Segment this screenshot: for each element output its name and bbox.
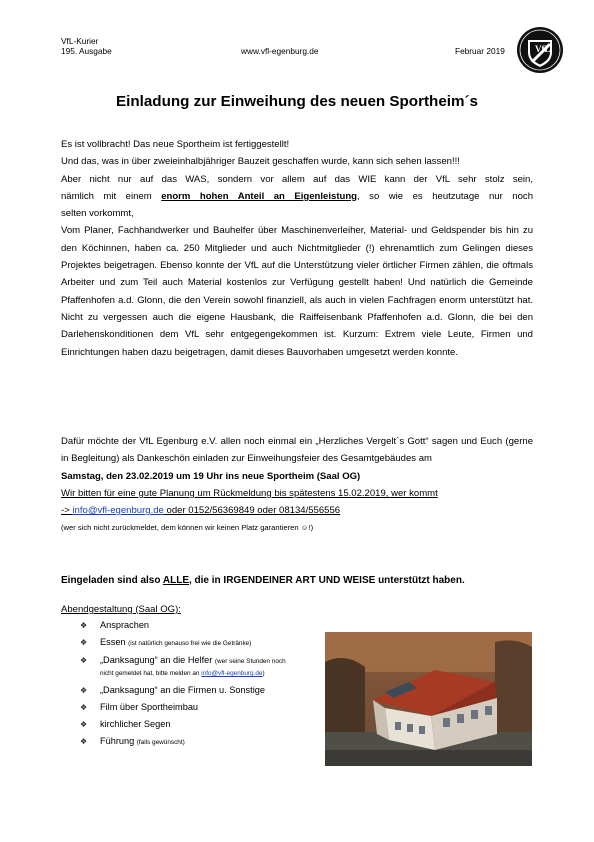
program-item-text: Essen: [100, 637, 129, 647]
program-item: [80, 620, 300, 631]
rsvp-line: Wir bitten für eine gute Planung um Rückmeldung bis spätestens 15.02.2019, wer kommt: [61, 487, 438, 499]
program-item-text: „Danksagung“ an die Firmen u. Sonstige: [100, 685, 265, 695]
program-item-note-end: ): [262, 670, 265, 677]
intro-body: Vom Planer, Fachhandwerker und Bauhelfer über Maschinenverleiher, Material- und Geldspender bis hin zu den Köchinnen, haben ca. 250 Mitglieder und auch Nichtmitglieder (!) ehrenamtlich zum Gelingen dieses Projektes beigetragen. Ebenso konnte der VfL auf die Unterstützung vieler örtlicher Firmen zählen, die oftmals Arbeiter und zum Teil auch Material kostenlos zur Verfügung gestellt haben! Und natürlich die Gemeinde Pfaffenhofen a.d. Glonn, die den Verein sowohl finanziell, als auch in vielen Fachfragen enorm unterstützt hat. Nicht zu vergessen auch die eigene Hausbank, die Raiffeisenbank Pfaffenhofen a.d. Glonn, die bei den Darlehenskonditionen dem VfL sehr entgegengekommen ist. Kurzum: Extrem viele Leute, Firmen und Einrichtungen haben dazu beigetragen, damit dieses Bauvorhaben umgesetzt werden konnte.: [61, 225, 533, 358]
sportheim-photo: [325, 632, 532, 766]
diamond-bullet-icon: ❖: [80, 656, 88, 665]
invited-statement: [61, 572, 533, 589]
intro-paragraph: [61, 136, 533, 361]
publication-name: VfL-Kurier: [61, 36, 99, 46]
intro-line-5: selten vorkommt,: [61, 208, 134, 220]
website-link[interactable]: www.vfl-egenburg.de: [241, 46, 319, 56]
rsvp-note: (wer sich nicht zurückmeldet, dem können wir keinen Platz garantieren ☺!): [61, 523, 314, 533]
event-date-line: Samstag, den 23.02.2019 um 19 Uhr ins neue Sportheim (Saal OG): [61, 470, 361, 482]
contact-email-link[interactable]: info@vfl-egenburg.de: [72, 505, 164, 517]
invitation-paragraph: [61, 433, 533, 537]
issue-number: 195. Ausgabe: [61, 46, 112, 56]
diamond-bullet-icon: ❖: [80, 703, 88, 712]
program-item-text: Ansprachen: [100, 620, 150, 630]
invited-end: , die in IRGENDEINER ART UND WEISE unterstützt haben.: [188, 575, 465, 586]
diamond-bullet-icon: ❖: [80, 621, 88, 630]
program-item-text: „Danksagung“ an die Helfer: [100, 655, 215, 665]
contact-line: [61, 502, 533, 519]
program-item-note: (ist natürlich genauso frei wie die Getränke): [128, 640, 252, 647]
diamond-bullet-icon: ❖: [80, 720, 88, 729]
intro-line-4-start: nämlich mit einem: [61, 190, 152, 202]
program-title: Abendgestaltung (Saal OG):: [61, 604, 181, 615]
program-item: [80, 719, 300, 730]
program-item: [80, 736, 300, 748]
program-item: [80, 685, 300, 696]
program-item: [80, 637, 300, 649]
vfl-egenburg-crest-icon: [516, 26, 564, 74]
intro-line-4: [61, 188, 533, 205]
program-item-note: (falls gewünscht): [136, 739, 185, 746]
program-item: [80, 702, 300, 713]
intro-line-1: Es ist vollbracht! Das neue Sportheim ist fertiggestellt!: [61, 139, 290, 150]
page-title: Einladung zur Einweihung des neuen Sportheim´s: [116, 93, 478, 110]
program-item: [80, 655, 300, 679]
program-item-text: Film über Sportheimbau: [100, 702, 199, 712]
program-item-text: Führung: [100, 736, 137, 746]
program-item-text: kirchlicher Segen: [100, 719, 171, 729]
diamond-bullet-icon: ❖: [80, 737, 88, 746]
contact-phones: oder 0152/56369849 oder 08134/556556: [163, 505, 341, 517]
program-item-note: (wer seine Stunden noch nicht gemeldet hat, bitte melden an: [100, 658, 286, 677]
diamond-bullet-icon: ❖: [80, 686, 88, 695]
intro-line-3: Aber nicht nur auf das WAS, sondern vor allem auf das WIE kann der VfL sehr stolz sein,: [61, 173, 533, 185]
contact-arrow: ->: [61, 505, 70, 517]
eigenleistung-emphasis: enorm hohen Anteil an Eigenleistung: [161, 190, 357, 202]
invited-start: Eingeladen sind also: [61, 575, 163, 586]
header-left: [61, 36, 112, 56]
invited-all: ALLE: [162, 575, 189, 586]
helper-email-link[interactable]: info@vfl-egenburg.de: [201, 670, 263, 677]
issue-date: Februar 2019: [455, 46, 505, 56]
diamond-bullet-icon: ❖: [80, 638, 88, 647]
program-list: [80, 620, 300, 754]
invitation-text: Dafür möchte der VfL Egenburg e.V. allen noch einmal ein „Herzliches Vergelt´s Gott“ sagen und Euch (gerne in Begleitung) als Dankeschön einladen zur Einweihungsfeier des Gesamtgebäudes am: [61, 436, 533, 465]
logo-text: VfL: [535, 44, 551, 54]
intro-line-4-end: , so wie es heutzutage nur noch: [357, 190, 534, 202]
intro-line-2: Und das, was in über zweieinhalbjähriger Bauzeit geschaffen wurde, kann sich sehen lassen!!!: [61, 156, 460, 168]
